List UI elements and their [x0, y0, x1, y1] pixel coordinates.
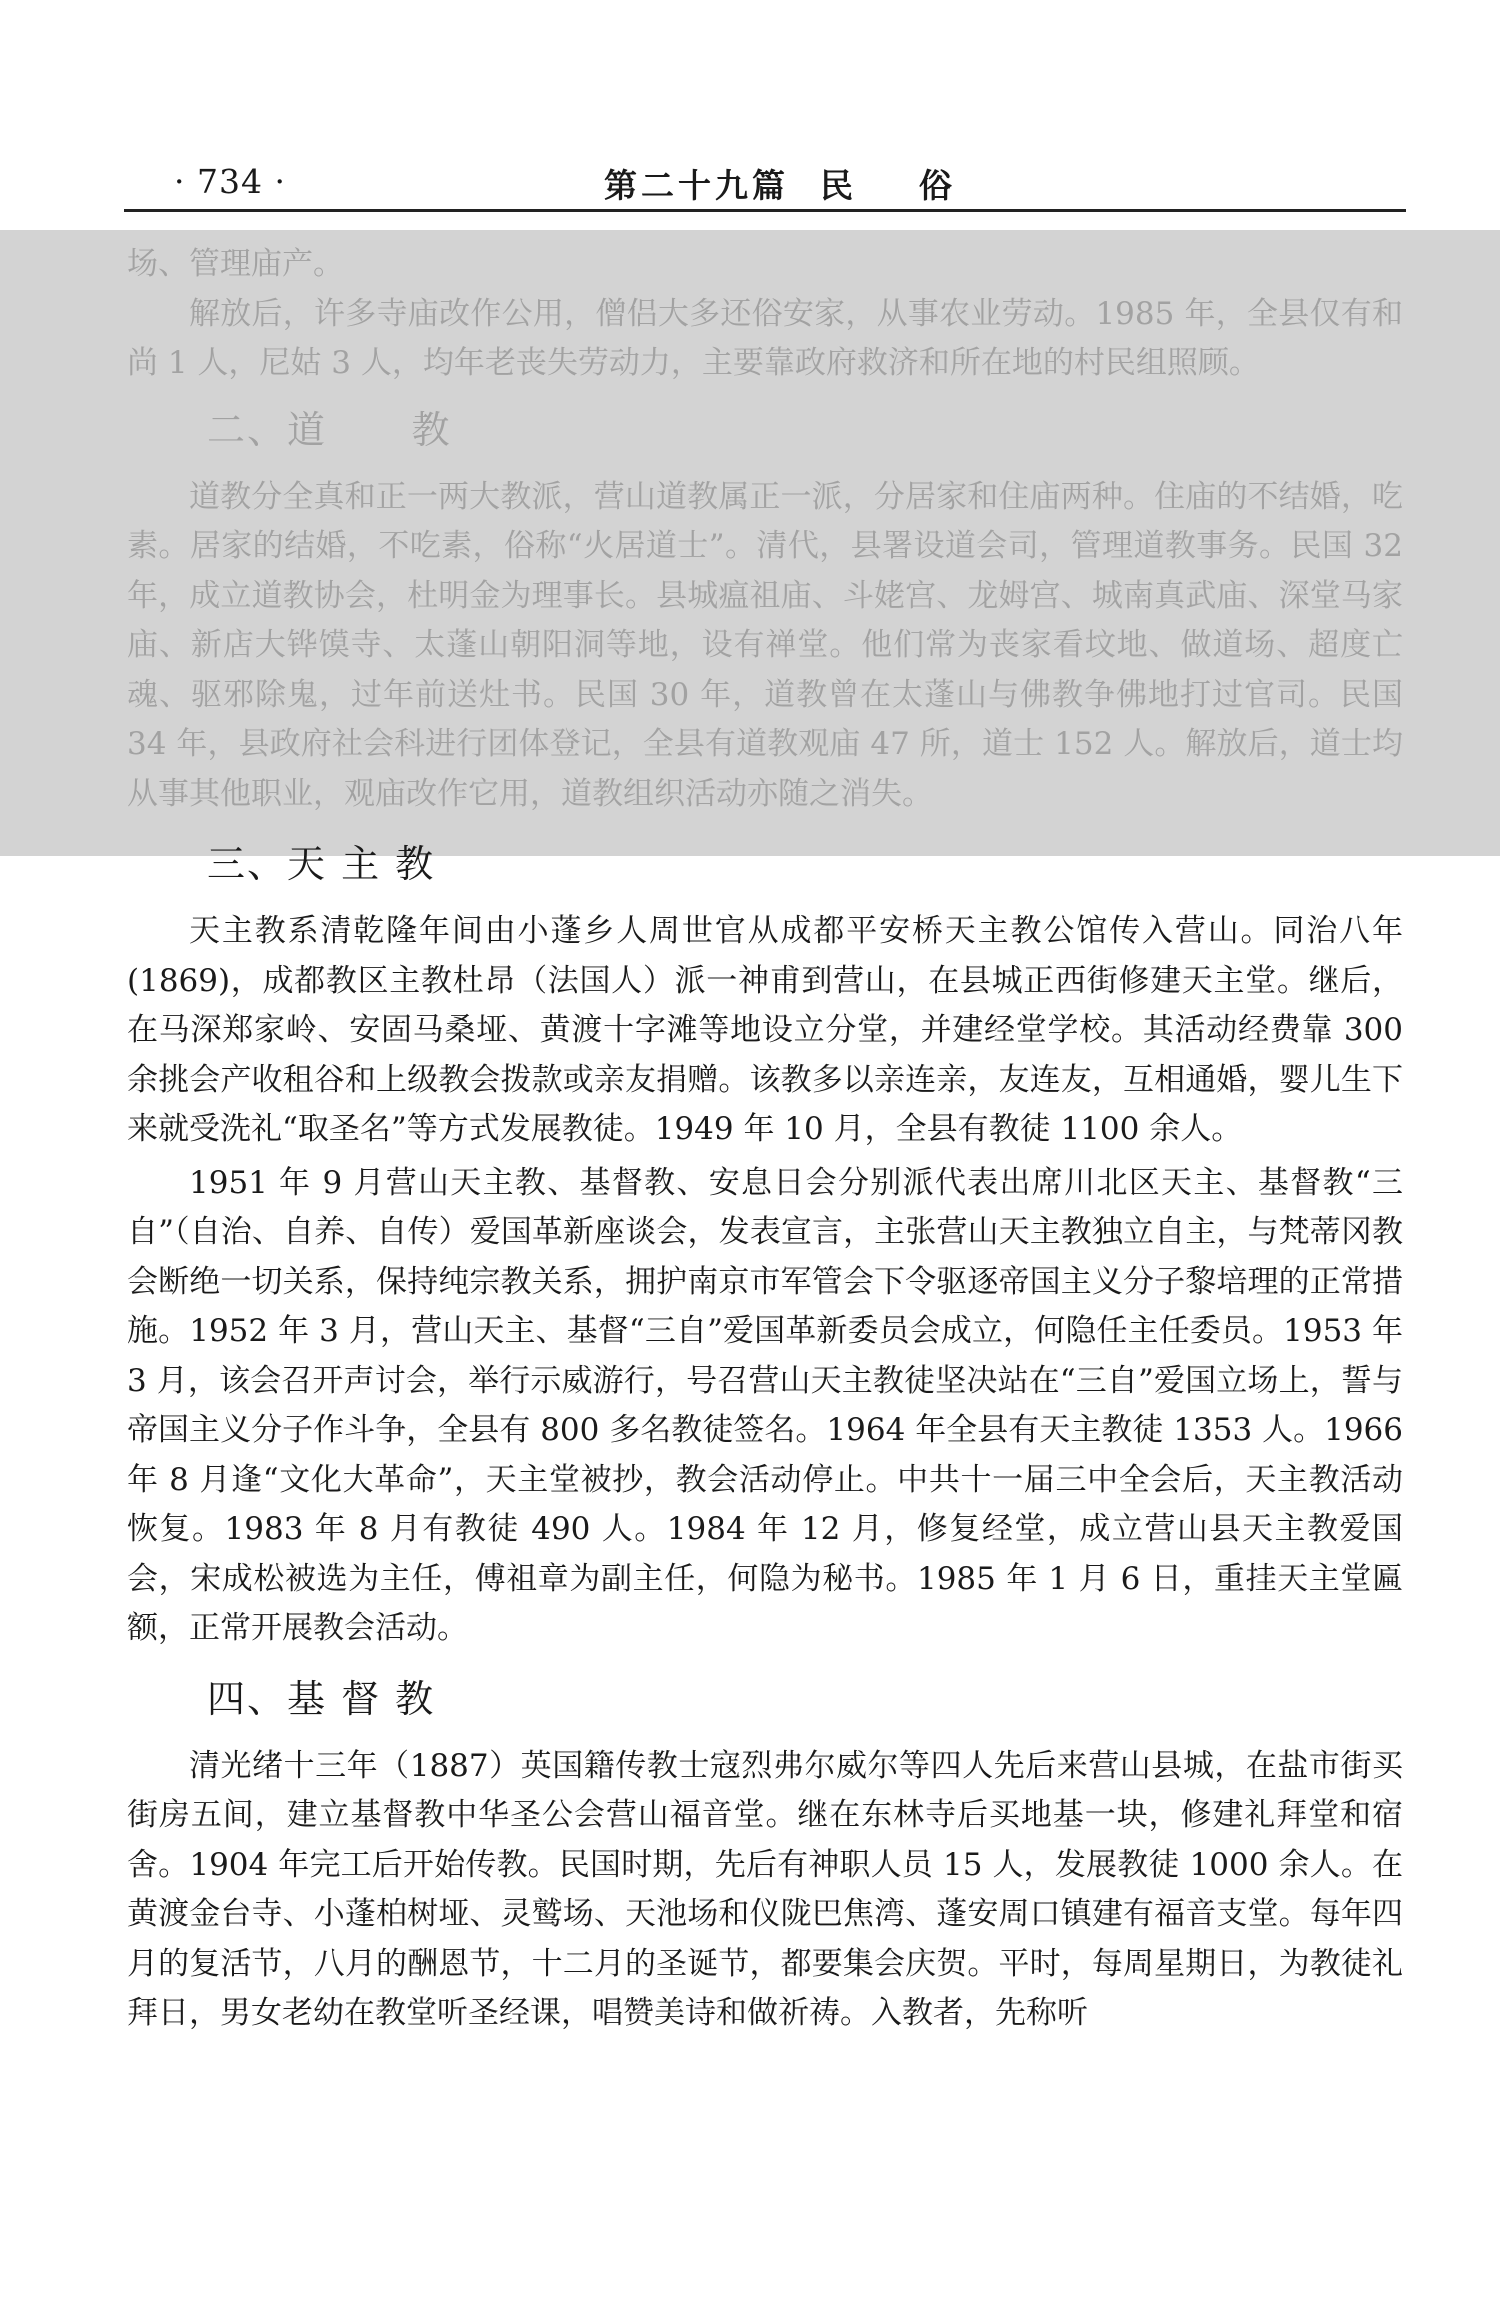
shaded-section — [127, 240, 1403, 819]
running-title: 第二十九篇 民 俗 — [604, 166, 956, 205]
paragraph-protestantism: 清光绪十三年（1887）英国籍传教士寇烈弗尔威尔等四人先后来营山县城，在盐市街买街房五间，建立基督教中华圣公会营山福音堂。继在东林寺后买地基一块，修建礼拜堂和宿舍。1904 年完工后开始传教。民国时期，先后有神职人员 15 人，发展教徒 1000 余人。在黄渡金台寺、小蓬柏树垭、灵鹫场、天池场和仪陇巴焦湾、蓬安周口镇建有福音支堂。每年四月的复活节，八月的酬恩节，十二月的圣诞节，都要集会庆贺。平时，每周星期日，为教徒礼拜日，男女老幼在教堂听圣经课，唱赞美诗和做祈祷。入教者，先称听 — [127, 1747, 1403, 2031]
section-heading-catholicism: 三、天 主 教 — [207, 842, 436, 886]
paragraph-temple-property: 场、管理庙产。 — [127, 246, 344, 282]
paragraph-catholicism-history: 天主教系清乾隆年间由小蓬乡人周世官从成都平安桥天主教公馆传入营山。同治八年(1869)，成都教区主教杜昂（法国人）派一神甫到营山，在县城正西街修建天主堂。继后，在马深郑家岭、安固马桑垭、黄渡十字滩等地设立分堂，并建经堂学校。其活动经费靠 300 余挑会产收租谷和上级教会拨款或亲友捐赠。该教多以亲连亲，友连友，互相通婚，婴儿生下来就受洗礼“取圣名”等方式发展教徒。1949 年 10 月，全县有教徒 1100 余人。 — [127, 913, 1403, 1147]
header-rule — [124, 209, 1406, 212]
section-heading-taoism: 二、道 教 — [207, 407, 452, 452]
paragraph-buddhism-after-liberation: 解放后，许多寺庙改作公用，僧侣大多还俗安家，从事农业劳动。1985 年，全县仅有和尚 1 人，尼姑 3 人，均年老丧失劳动力，主要靠政府救济和所在地的村民组照顾。 — [127, 295, 1403, 381]
section-heading-protestantism: 四、基 督 教 — [207, 1676, 436, 1721]
paragraph-taoism: 道教分全真和正一两大教派，营山道教属正一派，分居家和住庙两种。住庙的不结婚，吃素。居家的结婚，不吃素，俗称“火居道士”。清代，县署设道会司，管理道教事务。民国 32 年，成立道教协会，杜明金为理事长。县城瘟祖庙、斗姥宫、龙姆宫、城南真武庙、深堂马家庙、新店大铧馍寺、太蓬山朝阳洞等地，设有禅堂。他们常为丧家看坟地、做道场、超度亡魂、驱邪除鬼，过年前送灶书。民国 30 年，道教曾在太蓬山与佛教争佛地打过官司。民国 34 年，县政府社会科进行团体登记，全县有道教观庙 47 所，道士 152 人。解放后，道士均从事其他职业，观庙改作它用，道教组织活动亦随之消失。 — [127, 478, 1403, 812]
page-header — [124, 158, 1404, 208]
page-content — [127, 240, 1403, 2039]
page-number: · 734 · — [174, 162, 286, 201]
paragraph-catholicism-modern: 1951 年 9 月营山天主教、基督教、安息日会分别派代表出席川北区天主、基督教“三自”（自治、自养、自传）爱国革新座谈会，发表宣言，主张营山天主教独立自主，与梵蒂冈教会断绝一切关系，保持纯宗教关系，拥护南京市军管会下令驱逐帝国主义分子黎培理的正常措施。1952 年 3 月，营山天主、基督“三自”爱国革新委员会成立，何隐任主任委员。1953 年 3 月，该会召开声讨会，举行示威游行，号召营山天主教徒坚决站在“三自”爱国立场上，誓与帝国主义分子作斗争，全县有 800 多名教徒签名。1964 年全县有天主教徒 1353 人。1966 年 8 月逢“文化大革命”，天主堂被抄，教会活动停止。中共十一届三中全会后，天主教活动恢复。1983 年 8 月有教徒 490 人。1984 年 12 月，修复经堂，成立营山县天主教爱国会，宋成松被选为主任，傅祖章为副主任，何隐为秘书。1985 年 1 月 6 日，重挂天主堂匾额，正常开展教会活动。 — [127, 1164, 1403, 1646]
